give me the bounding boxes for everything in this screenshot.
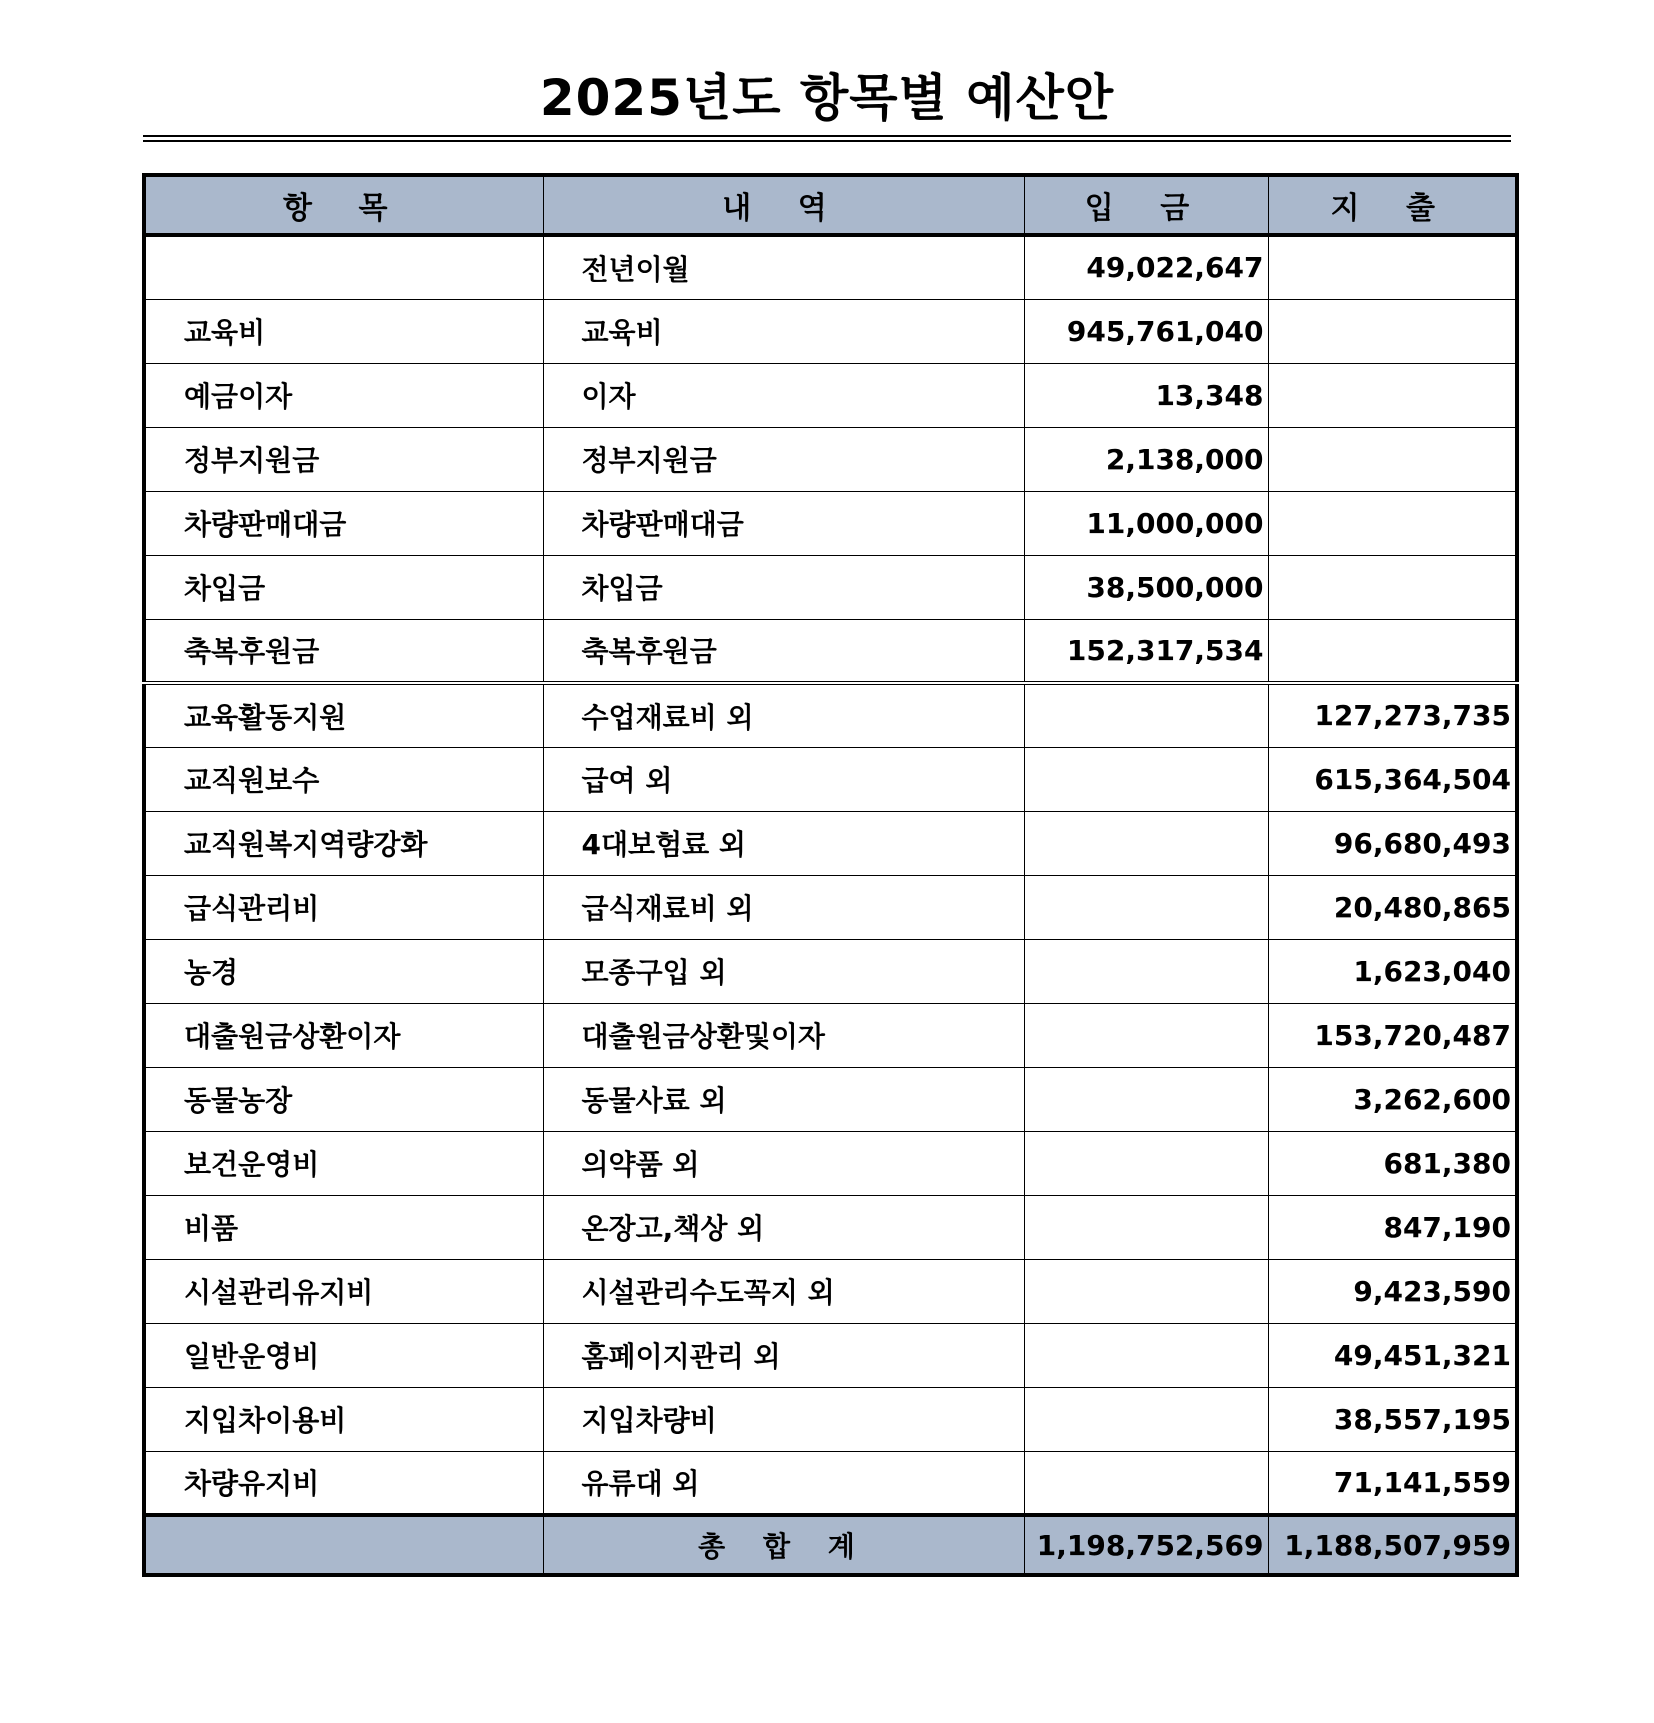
cell-item: 교육비 xyxy=(144,299,543,363)
cell-expense: 3,262,600 xyxy=(1268,1067,1517,1131)
table-row xyxy=(144,555,1517,619)
table-row xyxy=(144,811,1517,875)
table-row xyxy=(144,491,1517,555)
table-row xyxy=(144,1131,1517,1195)
cell-expense: 127,273,735 xyxy=(1268,683,1517,747)
cell-expense: 615,364,504 xyxy=(1268,747,1517,811)
table-row xyxy=(144,619,1517,683)
table-row xyxy=(144,299,1517,363)
cell-income: 2,138,000 xyxy=(1024,427,1268,491)
table-row xyxy=(144,1003,1517,1067)
cell-income xyxy=(1024,1003,1268,1067)
cell-expense: 1,623,040 xyxy=(1268,939,1517,1003)
header-desc: 내 역 xyxy=(543,175,1024,235)
table-row xyxy=(144,1451,1517,1515)
title-double-rule xyxy=(143,135,1511,142)
header-expense: 지 출 xyxy=(1268,175,1517,235)
table-row xyxy=(144,1067,1517,1131)
total-label: 총 합 계 xyxy=(543,1515,1024,1575)
cell-income: 11,000,000 xyxy=(1024,491,1268,555)
cell-item: 동물농장 xyxy=(144,1067,543,1131)
table-row xyxy=(144,1387,1517,1451)
table-row xyxy=(144,875,1517,939)
cell-income xyxy=(1024,1131,1268,1195)
cell-expense xyxy=(1268,491,1517,555)
cell-income: 945,761,040 xyxy=(1024,299,1268,363)
total-row xyxy=(144,1515,1517,1575)
cell-item: 일반운영비 xyxy=(144,1323,543,1387)
cell-income xyxy=(1024,811,1268,875)
cell-item: 정부지원금 xyxy=(144,427,543,491)
cell-item: 축복후원금 xyxy=(144,619,543,683)
cell-desc: 수업재료비 외 xyxy=(543,683,1024,747)
cell-expense xyxy=(1268,555,1517,619)
cell-item: 급식관리비 xyxy=(144,875,543,939)
cell-expense: 847,190 xyxy=(1268,1195,1517,1259)
cell-desc: 모종구입 외 xyxy=(543,939,1024,1003)
cell-item: 차량판매대금 xyxy=(144,491,543,555)
cell-expense: 49,451,321 xyxy=(1268,1323,1517,1387)
header-row xyxy=(144,175,1517,235)
cell-desc: 지입차량비 xyxy=(543,1387,1024,1451)
cell-item: 시설관리유지비 xyxy=(144,1259,543,1323)
cell-item: 대출원금상환이자 xyxy=(144,1003,543,1067)
cell-income xyxy=(1024,1451,1268,1515)
cell-expense: 681,380 xyxy=(1268,1131,1517,1195)
cell-desc: 유류대 외 xyxy=(543,1451,1024,1515)
cell-item: 차량유지비 xyxy=(144,1451,543,1515)
cell-income xyxy=(1024,1323,1268,1387)
cell-income xyxy=(1024,747,1268,811)
cell-desc: 4대보험료 외 xyxy=(543,811,1024,875)
cell-expense xyxy=(1268,235,1517,299)
cell-income: 13,348 xyxy=(1024,363,1268,427)
cell-item xyxy=(144,235,543,299)
cell-item: 예금이자 xyxy=(144,363,543,427)
cell-desc: 의약품 외 xyxy=(543,1131,1024,1195)
total-expense: 1,188,507,959 xyxy=(1268,1515,1517,1575)
cell-expense: 153,720,487 xyxy=(1268,1003,1517,1067)
cell-income xyxy=(1024,1195,1268,1259)
cell-income xyxy=(1024,1387,1268,1451)
table-row xyxy=(144,1259,1517,1323)
cell-desc: 급식재료비 외 xyxy=(543,875,1024,939)
cell-item: 교육활동지원 xyxy=(144,683,543,747)
table-row xyxy=(144,427,1517,491)
cell-income xyxy=(1024,1259,1268,1323)
cell-item: 교직원보수 xyxy=(144,747,543,811)
cell-income xyxy=(1024,939,1268,1003)
cell-desc: 정부지원금 xyxy=(543,427,1024,491)
cell-income: 49,022,647 xyxy=(1024,235,1268,299)
cell-item: 차입금 xyxy=(144,555,543,619)
cell-income xyxy=(1024,683,1268,747)
table-row xyxy=(144,747,1517,811)
cell-income: 38,500,000 xyxy=(1024,555,1268,619)
table-row xyxy=(144,235,1517,299)
cell-desc: 전년이월 xyxy=(543,235,1024,299)
budget-table xyxy=(142,173,1519,1577)
cell-desc: 차량판매대금 xyxy=(543,491,1024,555)
cell-desc: 홈페이지관리 외 xyxy=(543,1323,1024,1387)
cell-item: 교직원복지역량강화 xyxy=(144,811,543,875)
total-income: 1,198,752,569 xyxy=(1024,1515,1268,1575)
cell-expense xyxy=(1268,619,1517,683)
cell-desc: 축복후원금 xyxy=(543,619,1024,683)
cell-desc: 차입금 xyxy=(543,555,1024,619)
cell-desc: 이자 xyxy=(543,363,1024,427)
cell-expense xyxy=(1268,363,1517,427)
cell-income xyxy=(1024,1067,1268,1131)
cell-desc: 급여 외 xyxy=(543,747,1024,811)
page-title: 2025년도 항목별 예산안 xyxy=(539,69,1115,127)
header-income: 입 금 xyxy=(1024,175,1268,235)
cell-expense: 96,680,493 xyxy=(1268,811,1517,875)
cell-desc: 시설관리수도꼭지 외 xyxy=(543,1259,1024,1323)
header-item: 항 목 xyxy=(144,175,543,235)
cell-desc: 온장고,책상 외 xyxy=(543,1195,1024,1259)
table-row xyxy=(144,683,1517,747)
table-row xyxy=(144,363,1517,427)
cell-desc: 교육비 xyxy=(543,299,1024,363)
cell-expense: 20,480,865 xyxy=(1268,875,1517,939)
cell-item: 비품 xyxy=(144,1195,543,1259)
table-row xyxy=(144,939,1517,1003)
cell-desc: 동물사료 외 xyxy=(543,1067,1024,1131)
cell-income: 152,317,534 xyxy=(1024,619,1268,683)
cell-expense: 38,557,195 xyxy=(1268,1387,1517,1451)
table-row xyxy=(144,1195,1517,1259)
cell-income xyxy=(1024,875,1268,939)
cell-desc: 대출원금상환및이자 xyxy=(543,1003,1024,1067)
cell-item: 지입차이용비 xyxy=(144,1387,543,1451)
cell-item: 보건운영비 xyxy=(144,1131,543,1195)
cell-expense: 71,141,559 xyxy=(1268,1451,1517,1515)
total-blank-cell xyxy=(144,1515,543,1575)
cell-expense xyxy=(1268,427,1517,491)
table-row xyxy=(144,1323,1517,1387)
cell-expense: 9,423,590 xyxy=(1268,1259,1517,1323)
cell-item: 농경 xyxy=(144,939,543,1003)
cell-expense xyxy=(1268,299,1517,363)
